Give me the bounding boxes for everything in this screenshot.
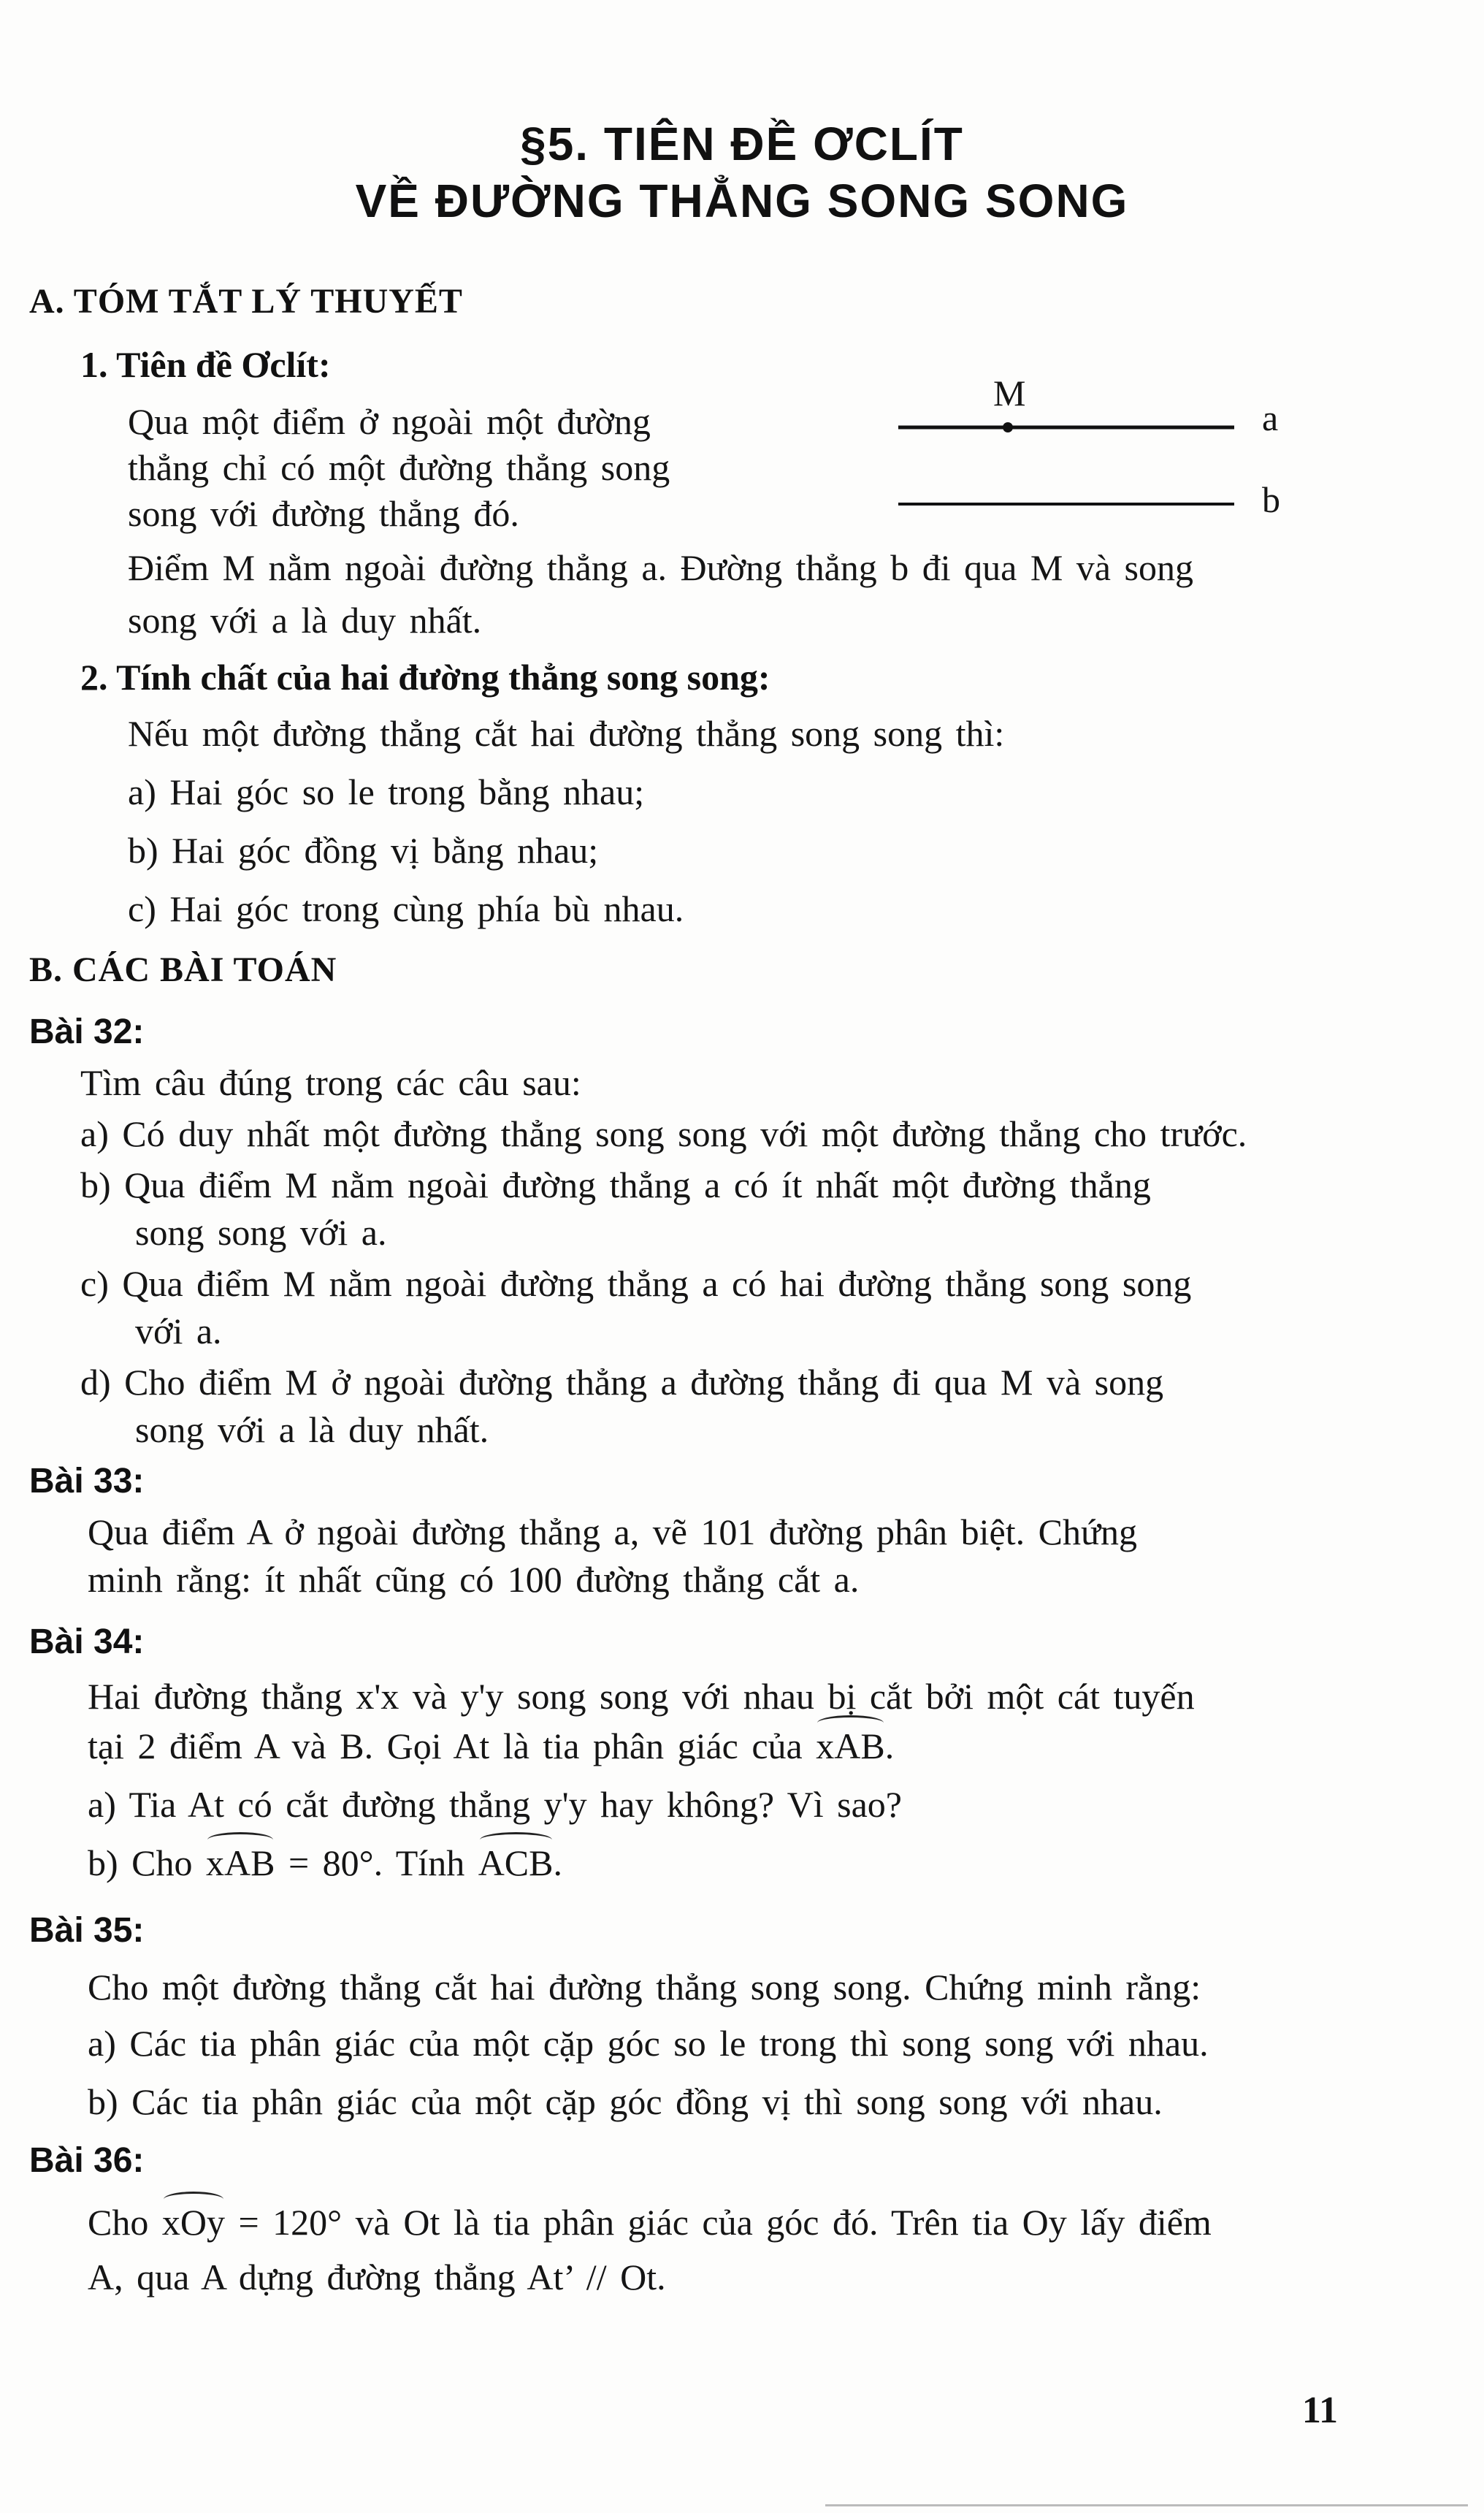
bai34-line2 <box>88 1723 894 1769</box>
bai35-title: Bài 35: <box>29 1911 145 1950</box>
angle-acb: ACB <box>478 1839 554 1886</box>
bai32-option-b-line1: b) Qua điểm M nằm ngoài đường thẳng a có ít nhất một đường thẳng <box>80 1164 1151 1205</box>
angle-xab: xAB <box>206 1839 275 1886</box>
theory-heading-1: 1. Tiên đề Ơclít: <box>80 344 331 385</box>
theory-p3: Nếu một đường thẳng cắt hai đường thẳng song song thì: <box>128 713 1005 754</box>
theory-item: c) Hai góc trong cùng phía bù nhau. <box>128 888 684 929</box>
bai34-b-text: b) Cho <box>88 1842 193 1883</box>
bai32-option-b-line2: song song với a. <box>135 1212 387 1253</box>
bai34-question-b <box>88 1839 562 1886</box>
bai36-line2: A, qua A dựng đường thẳng At’ // Ot. <box>88 2257 666 2297</box>
bai34-b-end: . <box>553 1842 563 1883</box>
bai32-title: Bài 32: <box>29 1013 145 1051</box>
bottom-edge-rule <box>825 2504 1468 2506</box>
angle-xoy: xOy <box>162 2199 225 2246</box>
theory-item: a) Hai góc so le trong bằng nhau; <box>128 771 645 812</box>
point-m <box>1003 422 1013 432</box>
figure-label-m: M <box>993 373 1026 413</box>
theory-heading-2: 2. Tính chất của hai đường thẳng song song: <box>80 657 770 698</box>
bai35-part-a: a) Các tia phân giác của một cặp góc so le trong thì song song với nhau. <box>88 2023 1209 2064</box>
theory-item: b) Hai góc đồng vị bằng nhau; <box>128 830 599 871</box>
bai34-line2-end: . <box>884 1725 895 1766</box>
parallel-lines-figure <box>876 365 1285 526</box>
bai34-b-value: = 80°. Tính <box>288 1842 465 1883</box>
section-a-heading: A. TÓM TẮT LÝ THUYẾT <box>29 282 463 321</box>
theory-p2-line1: Điểm M nằm ngoài đường thẳng a. Đường thẳng b đi qua M và song <box>128 547 1193 588</box>
figure-label-a: a <box>1262 397 1279 438</box>
bai33-line2: minh rằng: ít nhất cũng có 100 đường thẳng cắt a. <box>88 1559 860 1600</box>
figure-label-b: b <box>1262 479 1280 520</box>
bai34-line1: Hai đường thẳng x'x và y'y song song với nhau bị cắt bởi một cát tuyến <box>88 1676 1195 1717</box>
bai36-title: Bài 36: <box>29 2141 145 2180</box>
bai34-line2-text: tại 2 điểm A và B. Gọi At là tia phân giác của <box>88 1725 803 1766</box>
theory-p2-line2: song với a là duy nhất. <box>128 600 482 641</box>
bai33-line1: Qua điểm A ở ngoài đường thẳng a, vẽ 101 đường phân biệt. Chứng <box>88 1511 1138 1552</box>
bai32-option-c-line2: với a. <box>135 1311 222 1351</box>
bai34-title: Bài 34: <box>29 1622 145 1661</box>
bai35-intro: Cho một đường thẳng cắt hai đường thẳng song song. Chứng minh rằng: <box>88 1967 1201 2007</box>
bai34-question-a: a) Tia At có cắt đường thẳng y'y hay không? Vì sao? <box>88 1784 902 1825</box>
bai32-option-c-line1: c) Qua điểm M nằm ngoài đường thẳng a có hai đường thẳng song song <box>80 1263 1192 1304</box>
bai32-option-a: a) Có duy nhất một đường thẳng song song với một đường thẳng cho trước. <box>80 1113 1247 1154</box>
bai36-line1 <box>88 2199 1212 2246</box>
theory-p1-line2: thẳng chỉ có một đường thẳng song <box>128 447 670 488</box>
section-b-heading: B. CÁC BÀI TOÁN <box>29 950 337 989</box>
page-number: 11 <box>1301 2390 1338 2431</box>
angle-xab: xAB <box>816 1723 884 1769</box>
theory-p1-line3: song với đường thẳng đó. <box>128 493 519 534</box>
theory-p1-line1: Qua một điểm ở ngoài một đường <box>128 401 651 442</box>
bai36-line1-text: Cho <box>88 2202 149 2243</box>
bai32-option-d-line1: d) Cho điểm M ở ngoài đường thẳng a đường thẳng đi qua M và song <box>80 1362 1164 1403</box>
page-title-line1: §5. TIÊN ĐỀ ƠCLÍT <box>520 118 964 170</box>
bai33-title: Bài 33: <box>29 1462 145 1500</box>
bai32-intro: Tìm câu đúng trong các câu sau: <box>80 1062 581 1103</box>
bai32-option-d-line2: song với a là duy nhất. <box>135 1409 489 1450</box>
bai36-line1-rest: = 120° và Ot là tia phân giác của góc đó. Trên tia Oy lấy điểm <box>238 2202 1212 2243</box>
page-title-line2: VỀ ĐƯỜNG THẲNG SONG SONG <box>355 175 1129 227</box>
bai35-part-b: b) Các tia phân giác của một cặp góc đồng vị thì song song với nhau. <box>88 2081 1163 2122</box>
